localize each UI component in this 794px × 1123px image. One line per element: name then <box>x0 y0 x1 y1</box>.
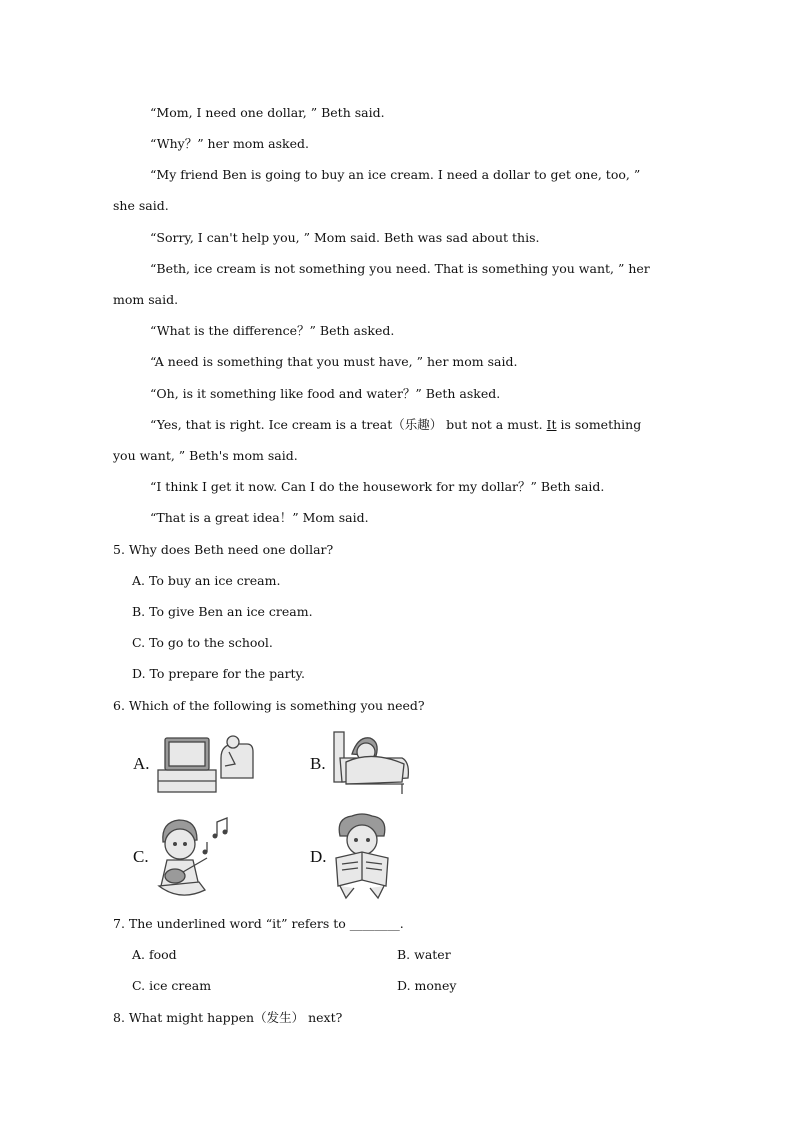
passage-line-12: you want, ” Beth's mom said. <box>113 448 298 463</box>
playing-guitar-icon[interactable] <box>155 812 240 902</box>
passage-line-11-tail: is something <box>560 417 642 432</box>
reading-newspaper-icon[interactable] <box>332 812 392 902</box>
passage-line-11-text: “Yes, that is right. Ice cream is a treat（乐趣） but not a must. <box>150 417 543 432</box>
passage-line-4: she said. <box>113 198 169 213</box>
passage-line-13: “I think I get it now. Can I do the housework for my dollar？” Beth said. <box>150 479 605 494</box>
q7-option-a[interactable]: A. food <box>132 947 177 962</box>
q6-label-b: B. <box>310 754 326 773</box>
q6-label-a: A. <box>133 754 150 773</box>
passage-line-8: “What is the difference？” Beth asked. <box>150 323 395 338</box>
q5-option-c[interactable]: C. To go to the school. <box>132 635 273 650</box>
passage-line-2: “Why？” her mom asked. <box>150 136 309 151</box>
tv-watching-icon[interactable] <box>155 730 255 796</box>
q7-stem: 7. The underlined word “it” refers to ________. <box>113 916 404 931</box>
q6-label-d: D. <box>310 847 327 866</box>
q7-option-d[interactable]: D. money <box>397 978 457 993</box>
q5-option-a[interactable]: A. To buy an ice cream. <box>132 573 281 588</box>
q5-option-d[interactable]: D. To prepare for the party. <box>132 666 305 681</box>
sleeping-in-bed-icon[interactable] <box>332 728 412 798</box>
q8-stem: 8. What might happen（发生） next? <box>113 1010 343 1025</box>
passage-line-10: “Oh, is it something like food and water？” Beth asked. <box>150 386 501 401</box>
passage-line-11 <box>150 417 641 433</box>
q6-label-c: C. <box>133 847 149 866</box>
q7-option-c[interactable]: C. ice cream <box>132 978 212 993</box>
q5-stem: 5. Why does Beth need one dollar? <box>113 542 334 557</box>
passage-line-14: “That is a great idea！” Mom said. <box>150 510 369 525</box>
passage-line-6: “Beth, ice cream is not something you need. That is something you want, ” her <box>150 261 650 276</box>
passage-line-7: mom said. <box>113 292 179 307</box>
q7-option-b[interactable]: B. water <box>397 947 451 962</box>
underlined-word-it: It <box>546 417 557 432</box>
passage-line-9: “A need is something that you must have, ” her mom said. <box>150 354 518 369</box>
passage-line-5: “Sorry, I can't help you, ” Mom said. Beth was sad about this. <box>150 230 540 245</box>
q5-option-b[interactable]: B. To give Ben an ice cream. <box>132 604 313 619</box>
passage-line-3: “My friend Ben is going to buy an ice cream. I need a dollar to get one, too, ” <box>150 167 641 182</box>
passage-line-1: “Mom, I need one dollar, ” Beth said. <box>150 105 385 120</box>
q6-stem: 6. Which of the following is something you need? <box>113 698 425 713</box>
